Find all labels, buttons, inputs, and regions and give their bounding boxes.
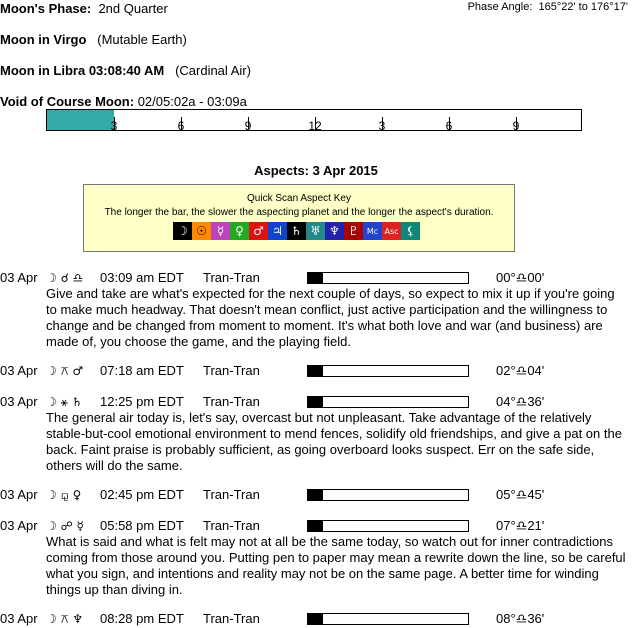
aspect-time: 02:45 pm EDT: [100, 487, 184, 502]
moon-in-sign-1-value: (Mutable Earth): [97, 32, 187, 47]
aspect-row: [0, 611, 632, 627]
aspect-duration-fill: [308, 273, 323, 283]
aspect-row: [0, 363, 632, 379]
jupiter-icon[interactable]: ♃: [268, 222, 287, 240]
mercury-icon[interactable]: ☿: [211, 222, 230, 240]
aspect-date: 03 Apr: [0, 611, 38, 626]
aspect-time: 08:28 pm EDT: [100, 611, 184, 626]
aspect-degree: 00°♎00': [496, 270, 545, 285]
aspect-duration-fill: [308, 397, 323, 407]
moon-in-sign-1-label: Moon in Virgo: [0, 32, 87, 47]
ascendant-icon[interactable]: Asc: [382, 222, 401, 240]
uranus-icon[interactable]: ♅: [306, 222, 325, 240]
moon-icon[interactable]: ☽: [173, 222, 192, 240]
aspect-duration-bar: [307, 365, 469, 377]
sun-icon[interactable]: ☉: [192, 222, 211, 240]
aspect-degree: 05°♎45': [496, 487, 545, 502]
aspect-glyphs: ☽ ☍ ☿: [46, 519, 84, 533]
void-timeline-fill: [47, 110, 114, 130]
aspect-key: [83, 184, 515, 252]
aspect-date: 03 Apr: [0, 394, 38, 409]
aspect-duration-fill: [308, 490, 323, 500]
moon-in-sign-2: [0, 63, 251, 78]
aspect-type: Tran-Tran: [203, 518, 260, 533]
aspect-glyphs: ☽ ⚻ ♆: [46, 612, 84, 626]
aspect-type: Tran-Tran: [203, 611, 260, 626]
aspect-key-glyphs: [173, 222, 420, 240]
aspect-degree: 04°♎36': [496, 394, 545, 409]
moon-phase-value: 2nd Quarter: [98, 1, 168, 16]
neptune-icon[interactable]: ♆: [325, 222, 344, 240]
aspect-row: [0, 487, 632, 503]
aspect-duration-fill: [308, 366, 323, 376]
moon-in-sign-1: [0, 32, 187, 47]
phase-angle-label: Phase Angle:: [467, 1, 533, 13]
lilith-icon[interactable]: ⚸: [401, 222, 420, 240]
aspect-duration-fill: [308, 521, 323, 531]
aspect-glyphs: ☽ ⚹ ♄: [46, 395, 83, 409]
pluto-icon[interactable]: ♇: [344, 222, 363, 240]
aspect-date: 03 Apr: [0, 518, 38, 533]
void-label: Void of Course Moon:: [0, 94, 135, 109]
aspect-degree: 07°♎21': [496, 518, 545, 533]
aspect-duration-bar: [307, 520, 469, 532]
aspect-time: 07:18 am EDT: [100, 363, 184, 378]
void-timeline: [46, 109, 582, 131]
void-value: 02/05:02a - 03:09a: [137, 94, 247, 109]
timeline-tick-label: 6: [177, 119, 185, 133]
aspects-title: Aspects: 3 Apr 2015: [254, 163, 378, 178]
aspect-row: [0, 270, 632, 286]
saturn-icon[interactable]: ♄: [287, 222, 306, 240]
moon-in-sign-2-label: Moon in Libra 03:08:40 AM: [0, 63, 165, 78]
aspect-description: What is said and what is felt may not at all be the same today, so watch out for inner contradictions coming from those around you. Putting pen to paper may mean a rewrite down the line, so be careful what you sign, and intentions and reality may not be on the same page. A better time for winding things up than diving in.: [46, 534, 626, 597]
moon-phase-line: [0, 1, 168, 16]
phase-angle-value: 165°22' to 176°17': [538, 1, 628, 13]
void-of-course: [0, 94, 247, 109]
timeline-tick-label: 9: [512, 119, 520, 133]
aspect-duration-bar: [307, 489, 469, 501]
timeline-tick-label: 9: [244, 119, 252, 133]
midheaven-icon[interactable]: Mc: [363, 222, 382, 240]
timeline-tick-label: 6: [445, 119, 453, 133]
timeline-tick-label: 3: [110, 119, 118, 133]
aspect-glyphs: ☽ ⚼ ♀: [46, 488, 82, 502]
aspect-type: Tran-Tran: [203, 363, 260, 378]
aspect-type: Tran-Tran: [203, 487, 260, 502]
aspect-key-title: Quick Scan Aspect Key: [247, 193, 351, 204]
aspect-date: 03 Apr: [0, 487, 38, 502]
aspect-type: Tran-Tran: [203, 394, 260, 409]
timeline-tick-label: 3: [378, 119, 386, 133]
aspect-duration-bar: [307, 272, 469, 284]
aspect-row: [0, 394, 632, 410]
aspect-glyphs: ☽ ☌ ♎: [46, 271, 84, 285]
aspect-glyphs: ☽ ⚻ ♂: [46, 364, 84, 378]
aspect-description: The general air today is, let's say, overcast but not unpleasant. Take advantage of the relatively stable-but-cool emotional environment to mend fences, solidify old friendships, and give a pat on the back. Faint praise is probably sufficient, as going overboard looks suspect. Err on the safe side, others will do the same.: [46, 410, 622, 473]
aspect-key-description: The longer the bar, the slower the aspecting planet and the longer the aspect's duration.: [104, 207, 494, 218]
aspect-time: 05:58 pm EDT: [100, 518, 184, 533]
moon-phase-label: Moon's Phase:: [0, 1, 92, 16]
aspect-type: Tran-Tran: [203, 270, 260, 285]
aspect-degree: 08°♎36': [496, 611, 545, 626]
aspect-description: Give and take are what's expected for the next couple of days, so expect to mix it up if you're going to make much headway. That doesn't mean conflict, just active participation and the willingness to change and be changed from moment to moment. It's what both love and war (and business) are made of, you choose the game, and the playing field.: [46, 286, 615, 349]
mars-icon[interactable]: ♂: [249, 222, 268, 240]
aspect-row: [0, 518, 632, 534]
aspect-time: 03:09 am EDT: [100, 270, 184, 285]
phase-angle: [468, 1, 628, 13]
aspect-date: 03 Apr: [0, 270, 38, 285]
timeline-tick-label: 12: [308, 119, 322, 133]
aspect-time: 12:25 pm EDT: [100, 394, 184, 409]
aspect-duration-bar: [307, 396, 469, 408]
aspect-duration-bar: [307, 613, 469, 625]
venus-icon[interactable]: ♀: [230, 222, 249, 240]
aspect-duration-fill: [308, 614, 323, 624]
aspect-date: 03 Apr: [0, 363, 38, 378]
aspect-degree: 02°♎04': [496, 363, 545, 378]
moon-in-sign-2-value: (Cardinal Air): [175, 63, 251, 78]
